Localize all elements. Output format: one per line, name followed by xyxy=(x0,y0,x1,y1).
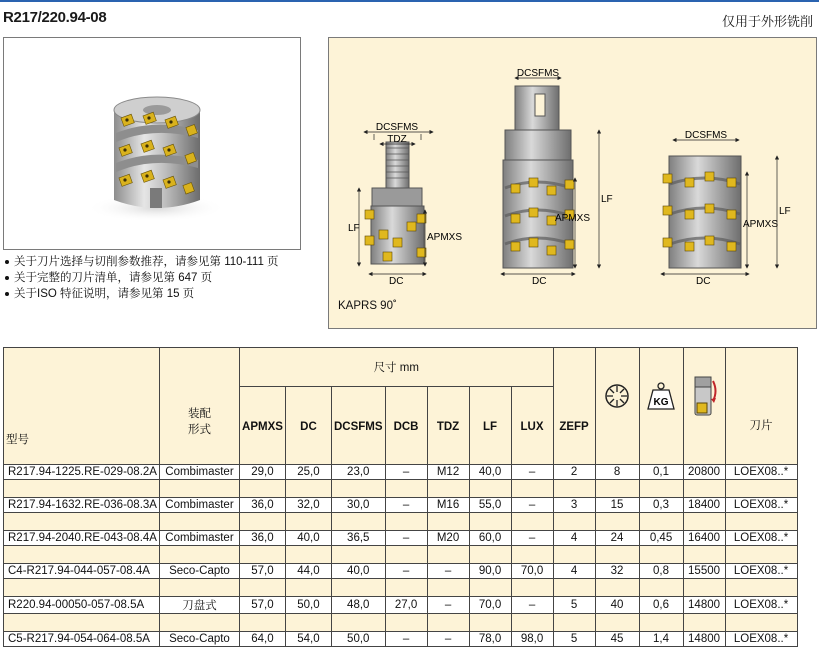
cell-dc: 32,0 xyxy=(285,498,331,513)
cell-mount: 刀盘式 xyxy=(159,597,239,614)
label-dc: DC xyxy=(532,276,547,287)
label-dcsfms: DCSFMS xyxy=(684,130,728,141)
spacer-cell xyxy=(239,579,285,597)
table-row xyxy=(4,531,798,546)
cell-max-rpm: 18400 xyxy=(683,498,725,513)
spacer-cell xyxy=(511,579,553,597)
label-tdz: TDZ xyxy=(387,134,407,145)
cell-dcsfms: 40,0 xyxy=(331,564,385,579)
cell-zefp: 3 xyxy=(553,498,595,513)
label-lf: LF xyxy=(348,223,360,234)
header-zefp: ZEFP xyxy=(553,348,595,448)
table-row xyxy=(4,632,798,647)
label-apmxs: APMXS xyxy=(427,232,463,243)
cell-lux: – xyxy=(511,498,553,513)
spacer-cell xyxy=(159,513,239,531)
cell-apmxs: 29,0 xyxy=(239,465,285,480)
spacer-cell xyxy=(469,579,511,597)
cell-dc: 40,0 xyxy=(285,531,331,546)
spacer-cell xyxy=(469,546,511,564)
spacer-cell xyxy=(639,480,683,498)
spacer-cell xyxy=(331,447,385,465)
spacer-cell xyxy=(385,546,427,564)
cell-kg: 0,1 xyxy=(639,465,683,480)
weight-kg-icon xyxy=(646,381,676,411)
spacer-cell xyxy=(159,546,239,564)
cell-model: R220.94-00050-057-08.5A xyxy=(4,597,160,614)
header-mount-line1: 装配 xyxy=(187,408,211,420)
spacer-cell xyxy=(4,513,160,531)
cell-rpm: 45 xyxy=(595,632,639,647)
cell-insert: LOEX08..* xyxy=(725,597,797,614)
label-lf: LF xyxy=(779,206,791,217)
spacer-cell xyxy=(285,513,331,531)
spacer-cell xyxy=(725,614,797,632)
cell-zefp: 4 xyxy=(553,564,595,579)
table-row xyxy=(4,465,798,480)
cell-mount: Combimaster xyxy=(159,498,239,513)
spacer-cell xyxy=(511,614,553,632)
table-row-spacer xyxy=(4,614,798,632)
header-accent-line xyxy=(0,0,819,2)
cell-lf: 40,0 xyxy=(469,465,511,480)
spacer-cell xyxy=(427,480,469,498)
header-dimensions-group: 尺寸 mm xyxy=(239,348,553,387)
milling-cutter-image xyxy=(4,38,300,249)
cell-tdz: M12 xyxy=(427,465,469,480)
spacer-cell xyxy=(553,546,595,564)
cell-apmxs: 57,0 xyxy=(239,597,285,614)
table-row-spacer xyxy=(4,447,798,465)
cell-tdz: M20 xyxy=(427,531,469,546)
cell-dc: 44,0 xyxy=(285,564,331,579)
cell-model: R217.94-1225.RE-029-08.2A xyxy=(4,465,160,480)
page-subtitle: 仅用于外形铣削 xyxy=(721,14,813,29)
cell-tdz: – xyxy=(427,564,469,579)
cell-tdz: – xyxy=(427,597,469,614)
spacer-cell xyxy=(385,614,427,632)
spacer-cell xyxy=(469,447,511,465)
spacer-cell xyxy=(639,447,683,465)
cell-zefp: 5 xyxy=(553,632,595,647)
spacer-cell xyxy=(595,579,639,597)
spacer-cell xyxy=(511,546,553,564)
cell-mount: Seco-Capto xyxy=(159,564,239,579)
spacer-cell xyxy=(683,447,725,465)
spacer-cell xyxy=(639,513,683,531)
header-insert-holder xyxy=(683,348,725,448)
spacer-cell xyxy=(511,513,553,531)
spacer-cell xyxy=(553,480,595,498)
spacer-cell xyxy=(239,614,285,632)
spacer-cell xyxy=(595,546,639,564)
spacer-cell xyxy=(553,447,595,465)
cell-dcb: – xyxy=(385,531,427,546)
weight-kg-label: KG xyxy=(653,397,669,408)
max-rpm-icon xyxy=(604,383,630,409)
cell-dcsfms: 50,0 xyxy=(331,632,385,647)
spacer-cell xyxy=(159,614,239,632)
header-weight xyxy=(639,348,683,448)
spacer-cell xyxy=(331,546,385,564)
note-item: 关于刀片选择与切削参数推荐，请参见第 110-111 页 xyxy=(4,254,279,270)
cell-lux: – xyxy=(511,531,553,546)
spacer-cell xyxy=(239,447,285,465)
spacer-cell xyxy=(553,579,595,597)
cell-dcsfms: 36,5 xyxy=(331,531,385,546)
table-row xyxy=(4,498,798,513)
cell-max-rpm: 15500 xyxy=(683,564,725,579)
spacer-cell xyxy=(159,447,239,465)
table-row-spacer xyxy=(4,480,798,498)
spacer-cell xyxy=(683,513,725,531)
header-lf: LF xyxy=(469,387,511,448)
table-row-spacer xyxy=(4,546,798,564)
cell-max-rpm: 14800 xyxy=(683,597,725,614)
spacer-cell xyxy=(159,579,239,597)
header-rpm xyxy=(595,348,639,448)
header-model: 型号 xyxy=(4,348,160,448)
cell-apmxs: 36,0 xyxy=(239,498,285,513)
cell-dcsfms: 48,0 xyxy=(331,597,385,614)
cell-dcb: – xyxy=(385,498,427,513)
spacer-cell xyxy=(4,579,160,597)
tool-arbor-drawing xyxy=(661,130,791,287)
cell-zefp: 5 xyxy=(553,597,595,614)
cell-insert: LOEX08..* xyxy=(725,632,797,647)
page-title: R217/220.94-08 xyxy=(3,9,107,26)
spacer-cell xyxy=(639,579,683,597)
spacer-cell xyxy=(469,513,511,531)
cell-max-rpm: 16400 xyxy=(683,531,725,546)
cell-dcsfms: 30,0 xyxy=(331,498,385,513)
cell-dcb: – xyxy=(385,632,427,647)
cell-model: C5-R217.94-054-064-08.5A xyxy=(4,632,160,647)
cell-mount: Seco-Capto xyxy=(159,632,239,647)
cell-apmxs: 36,0 xyxy=(239,531,285,546)
spacer-cell xyxy=(385,447,427,465)
drawing-caption: KAPRS 90˚ xyxy=(338,300,397,312)
cell-model: R217.94-2040.RE-043-08.4A xyxy=(4,531,160,546)
spacer-cell xyxy=(683,614,725,632)
cell-tdz: M16 xyxy=(427,498,469,513)
cell-dcb: – xyxy=(385,564,427,579)
spacer-cell xyxy=(4,447,160,465)
cell-dc: 25,0 xyxy=(285,465,331,480)
insert-holder-icon xyxy=(689,373,719,419)
header-dc: DC xyxy=(285,387,331,448)
cell-rpm: 15 xyxy=(595,498,639,513)
cell-insert: LOEX08..* xyxy=(725,564,797,579)
spacer-cell xyxy=(511,447,553,465)
spec-table xyxy=(3,347,798,647)
header-dcsfms: DCSFMS xyxy=(331,387,385,448)
spacer-cell xyxy=(331,513,385,531)
cell-model: R217.94-1632.RE-036-08.3A xyxy=(4,498,160,513)
spacer-cell xyxy=(595,447,639,465)
cell-zefp: 4 xyxy=(553,531,595,546)
cell-zefp: 2 xyxy=(553,465,595,480)
cell-kg: 0,45 xyxy=(639,531,683,546)
cell-apmxs: 57,0 xyxy=(239,564,285,579)
spacer-cell xyxy=(725,513,797,531)
tool-combimaster-drawing xyxy=(348,122,462,287)
cell-lux: – xyxy=(511,465,553,480)
header-tdz: TDZ xyxy=(427,387,469,448)
cell-apmxs: 64,0 xyxy=(239,632,285,647)
note-item: 关于ISO 特征说明，请参见第 15 页 xyxy=(4,286,279,302)
spacer-cell xyxy=(331,480,385,498)
cell-kg: 0,3 xyxy=(639,498,683,513)
spacer-cell xyxy=(4,480,160,498)
cell-lux: 70,0 xyxy=(511,564,553,579)
spacer-cell xyxy=(725,579,797,597)
cell-dc: 50,0 xyxy=(285,597,331,614)
spacer-cell xyxy=(4,614,160,632)
cell-mount: Combimaster xyxy=(159,531,239,546)
dimension-drawing xyxy=(329,38,816,298)
spacer-cell xyxy=(427,546,469,564)
spacer-cell xyxy=(285,614,331,632)
header-mount-line2: 形式 xyxy=(187,424,211,436)
spacer-cell xyxy=(285,447,331,465)
tool-secocapto-drawing xyxy=(501,68,613,287)
spacer-cell xyxy=(285,579,331,597)
label-lf: LF xyxy=(601,194,613,205)
spacer-cell xyxy=(725,546,797,564)
spacer-cell xyxy=(4,546,160,564)
cell-kg: 0,8 xyxy=(639,564,683,579)
spacer-cell xyxy=(511,480,553,498)
spacer-cell xyxy=(683,480,725,498)
spacer-cell xyxy=(285,480,331,498)
header-lux: LUX xyxy=(511,387,553,448)
spacer-cell xyxy=(639,546,683,564)
spacer-cell xyxy=(553,513,595,531)
spacer-cell xyxy=(683,579,725,597)
cell-dcb: 27,0 xyxy=(385,597,427,614)
header-dcb: DCB xyxy=(385,387,427,448)
table-body xyxy=(4,447,798,647)
spacer-cell xyxy=(639,614,683,632)
spacer-cell xyxy=(469,480,511,498)
spacer-cell xyxy=(595,614,639,632)
label-dcsfms: DCSFMS xyxy=(516,68,560,79)
cell-rpm: 40 xyxy=(595,597,639,614)
cell-max-rpm: 14800 xyxy=(683,632,725,647)
spacer-cell xyxy=(427,513,469,531)
note-item: 关于完整的刀片清单，请参见第 647 页 xyxy=(4,270,279,286)
cell-lux: – xyxy=(511,597,553,614)
table-header-row xyxy=(4,348,798,387)
cell-dcsfms: 23,0 xyxy=(331,465,385,480)
label-dcsfms: DCSFMS xyxy=(375,122,419,133)
spacer-cell xyxy=(725,447,797,465)
table-row xyxy=(4,564,798,579)
cell-dc: 54,0 xyxy=(285,632,331,647)
spacer-cell xyxy=(385,579,427,597)
spacer-cell xyxy=(385,480,427,498)
cell-dcb: – xyxy=(385,465,427,480)
spacer-cell xyxy=(427,614,469,632)
spacer-cell xyxy=(683,546,725,564)
header-mount xyxy=(159,348,239,448)
spacer-cell xyxy=(427,579,469,597)
cell-insert: LOEX08..* xyxy=(725,465,797,480)
cell-rpm: 32 xyxy=(595,564,639,579)
technical-drawing xyxy=(328,37,817,329)
cell-mount: Combimaster xyxy=(159,465,239,480)
cell-lf: 70,0 xyxy=(469,597,511,614)
cell-kg: 0,6 xyxy=(639,597,683,614)
spacer-cell xyxy=(239,480,285,498)
header-insert: 刀片 xyxy=(725,348,797,448)
cell-insert: LOEX08..* xyxy=(725,531,797,546)
cell-model: C4-R217.94-044-057-08.4A xyxy=(4,564,160,579)
spacer-cell xyxy=(331,614,385,632)
spacer-cell xyxy=(469,614,511,632)
cell-tdz: – xyxy=(427,632,469,647)
product-photo xyxy=(3,37,301,250)
notes-list xyxy=(4,254,279,302)
spacer-cell xyxy=(595,480,639,498)
spacer-cell xyxy=(331,579,385,597)
cell-lux: 98,0 xyxy=(511,632,553,647)
cell-rpm: 8 xyxy=(595,465,639,480)
cell-rpm: 24 xyxy=(595,531,639,546)
cell-lf: 60,0 xyxy=(469,531,511,546)
spacer-cell xyxy=(725,480,797,498)
table-row-spacer xyxy=(4,579,798,597)
header-apmxs: APMXS xyxy=(239,387,285,448)
spacer-cell xyxy=(385,513,427,531)
cell-insert: LOEX08..* xyxy=(725,498,797,513)
cell-kg: 1,4 xyxy=(639,632,683,647)
spacer-cell xyxy=(239,546,285,564)
label-dc: DC xyxy=(389,276,404,287)
cell-lf: 78,0 xyxy=(469,632,511,647)
label-dc: DC xyxy=(696,276,711,287)
label-apmxs: APMXS xyxy=(555,213,591,224)
cell-lf: 90,0 xyxy=(469,564,511,579)
spacer-cell xyxy=(285,546,331,564)
spacer-cell xyxy=(553,614,595,632)
spacer-cell xyxy=(595,513,639,531)
spacer-cell xyxy=(159,480,239,498)
cell-max-rpm: 20800 xyxy=(683,465,725,480)
cell-lf: 55,0 xyxy=(469,498,511,513)
label-apmxs: APMXS xyxy=(743,219,779,230)
spacer-cell xyxy=(239,513,285,531)
table-row xyxy=(4,597,798,614)
table-row-spacer xyxy=(4,513,798,531)
spacer-cell xyxy=(427,447,469,465)
